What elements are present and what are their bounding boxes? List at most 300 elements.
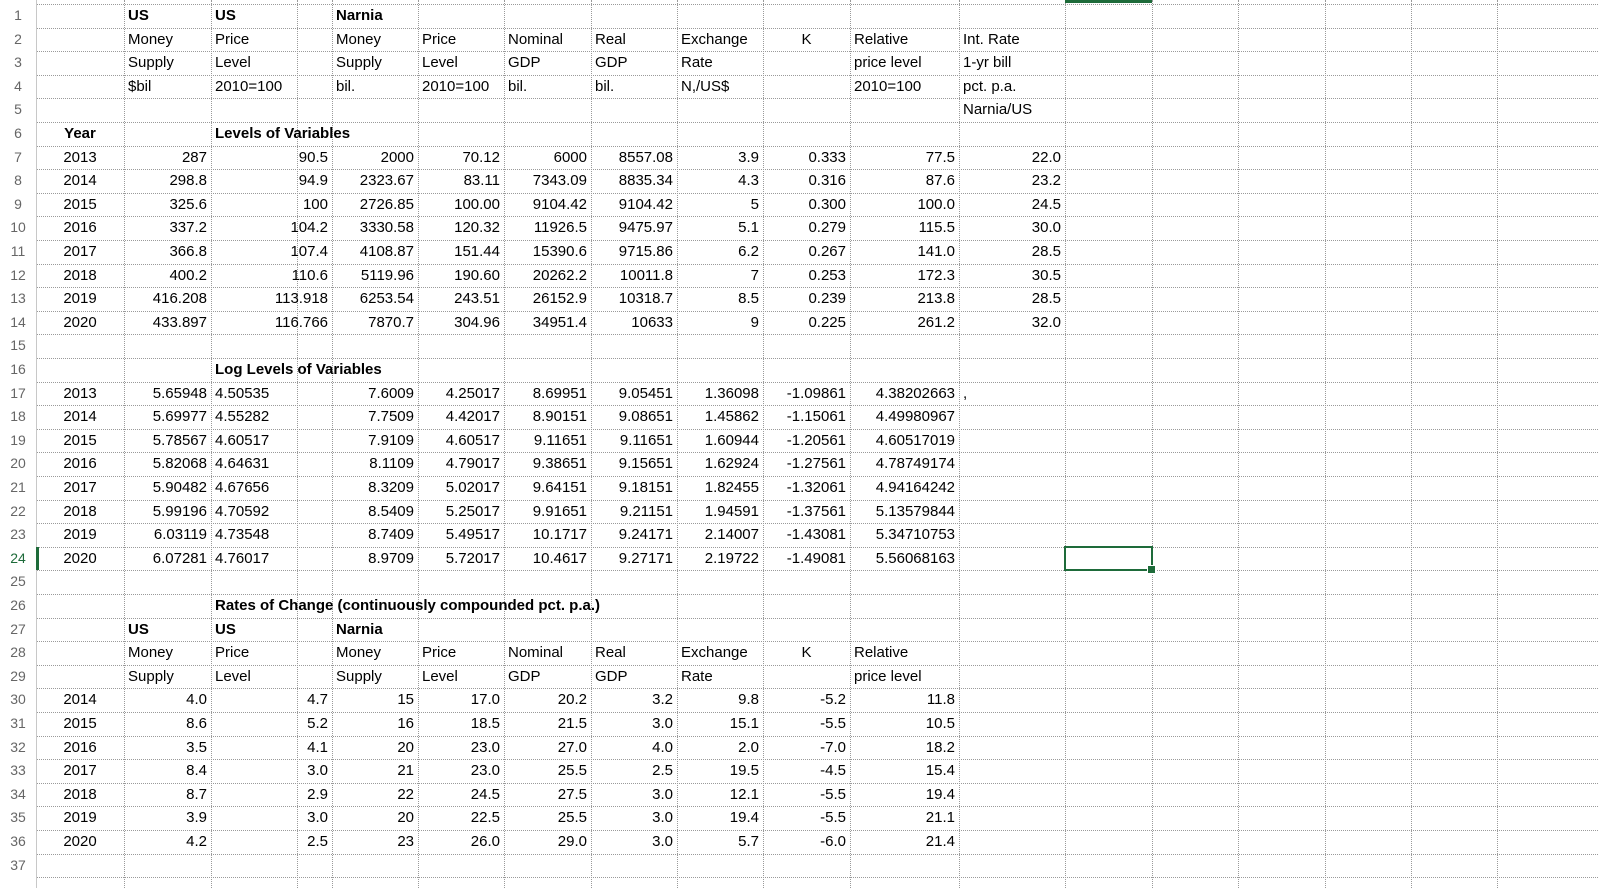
header-cell[interactable]: Price bbox=[215, 30, 250, 48]
data-cell[interactable]: 8.7 bbox=[186, 785, 207, 803]
data-cell[interactable]: 4.67656 bbox=[215, 479, 270, 496]
data-cell[interactable]: 3330.58 bbox=[359, 219, 414, 237]
data-cell[interactable]: 20 bbox=[397, 738, 414, 756]
row-header[interactable]: 8 bbox=[14, 172, 22, 189]
data-cell[interactable]: 433.897 bbox=[152, 313, 207, 331]
data-cell[interactable]: 5.13579844 bbox=[875, 502, 955, 520]
data-cell[interactable]: 5 bbox=[750, 195, 759, 213]
data-cell[interactable]: 5.99196 bbox=[152, 502, 207, 520]
data-cell[interactable]: 16 bbox=[397, 715, 414, 732]
data-cell[interactable]: 5.56068163 bbox=[875, 549, 955, 567]
header-cell[interactable]: bil. bbox=[508, 77, 528, 95]
data-cell[interactable]: 18.2 bbox=[925, 738, 955, 756]
data-cell[interactable]: 0.300 bbox=[808, 195, 846, 213]
header-cell[interactable]: K bbox=[801, 644, 812, 662]
year-cell[interactable]: 2018 bbox=[63, 785, 97, 803]
header-cell[interactable]: Real bbox=[595, 30, 626, 48]
header-cell[interactable]: Exchange bbox=[681, 30, 748, 48]
row-header[interactable]: 5 bbox=[14, 101, 22, 118]
data-cell[interactable]: 9.38651 bbox=[532, 455, 587, 473]
data-cell[interactable]: 4.94164242 bbox=[875, 479, 955, 496]
header-cell[interactable]: Money bbox=[336, 30, 382, 48]
row-header[interactable]: 28 bbox=[10, 644, 26, 661]
data-cell[interactable]: 110.6 bbox=[291, 266, 328, 284]
header-cell[interactable]: Money bbox=[336, 644, 382, 662]
data-cell[interactable]: 32.0 bbox=[1031, 313, 1061, 331]
selected-cell[interactable] bbox=[1064, 546, 1153, 572]
data-cell[interactable]: 9.91651 bbox=[532, 502, 587, 520]
data-cell[interactable]: 10633 bbox=[631, 313, 673, 331]
data-cell[interactable]: 5.7 bbox=[738, 833, 759, 850]
data-cell[interactable]: 261.2 bbox=[917, 313, 955, 331]
data-cell[interactable]: 6253.54 bbox=[359, 290, 414, 308]
row-header[interactable]: 6 bbox=[14, 125, 22, 141]
data-cell[interactable]: 4.73548 bbox=[215, 526, 270, 544]
data-cell[interactable]: 19.4 bbox=[729, 809, 759, 827]
header-cell[interactable]: price level bbox=[854, 54, 922, 72]
row-header[interactable]: 33 bbox=[10, 762, 26, 779]
data-cell[interactable]: 9.8 bbox=[738, 691, 759, 709]
header-cell[interactable]: 2010=100 bbox=[215, 77, 283, 95]
data-cell[interactable]: 9.05451 bbox=[618, 384, 673, 402]
data-cell[interactable]: 23 bbox=[397, 833, 414, 850]
year-cell[interactable]: 2017 bbox=[63, 762, 97, 780]
header-cell[interactable]: Money bbox=[128, 644, 174, 662]
data-cell[interactable]: 6000 bbox=[553, 148, 587, 166]
data-cell[interactable]: 90.5 bbox=[298, 148, 328, 166]
data-cell[interactable]: 5.02017 bbox=[445, 479, 500, 496]
data-cell[interactable]: 8557.08 bbox=[618, 148, 673, 166]
data-cell[interactable]: 2.5 bbox=[652, 762, 673, 780]
data-cell[interactable]: 107.4 bbox=[290, 243, 328, 260]
row-header[interactable]: 17 bbox=[10, 384, 26, 401]
data-cell[interactable]: 104.2 bbox=[290, 219, 328, 237]
header-cell[interactable]: GDP bbox=[508, 54, 541, 72]
data-cell[interactable]: 34951.4 bbox=[532, 313, 587, 331]
data-cell[interactable]: 8.5409 bbox=[368, 502, 414, 520]
data-cell[interactable]: 15390.6 bbox=[532, 243, 587, 260]
data-cell[interactable]: 8.7409 bbox=[368, 526, 414, 544]
row-header[interactable]: 13 bbox=[10, 290, 26, 307]
header-cell[interactable]: GDP bbox=[595, 54, 628, 72]
data-cell[interactable]: 8.5 bbox=[738, 290, 759, 308]
row-header[interactable]: 9 bbox=[14, 195, 22, 212]
row-header[interactable]: 4 bbox=[14, 77, 22, 94]
header-cell[interactable]: Rate bbox=[681, 667, 713, 685]
data-cell[interactable]: 4.0 bbox=[652, 738, 673, 756]
row-header[interactable]: 30 bbox=[10, 691, 26, 708]
data-cell[interactable]: -1.37561 bbox=[786, 502, 846, 520]
row-header[interactable]: 23 bbox=[10, 526, 26, 543]
year-cell[interactable]: 2017 bbox=[63, 479, 97, 496]
data-cell[interactable]: 21.5 bbox=[557, 715, 587, 732]
data-cell[interactable]: 21 bbox=[397, 762, 414, 780]
header-cell[interactable]: 2010=100 bbox=[422, 77, 490, 95]
data-cell[interactable]: 9.15651 bbox=[618, 455, 673, 473]
year-cell[interactable]: 2014 bbox=[63, 691, 97, 709]
data-cell[interactable]: 9.11651 bbox=[619, 431, 673, 449]
header-cell[interactable]: Relative bbox=[854, 30, 909, 48]
data-cell[interactable]: 1.45862 bbox=[704, 408, 759, 426]
data-cell[interactable]: 3.0 bbox=[307, 809, 328, 827]
data-cell[interactable]: 5.90482 bbox=[152, 479, 207, 496]
data-cell[interactable]: 26.0 bbox=[470, 833, 500, 850]
header-cell[interactable]: Nominal bbox=[508, 644, 564, 662]
year-cell[interactable]: 2016 bbox=[63, 455, 97, 473]
year-cell[interactable]: 2013 bbox=[63, 148, 97, 166]
data-cell[interactable]: 9475.97 bbox=[618, 219, 673, 237]
data-cell[interactable]: 100.00 bbox=[454, 195, 500, 213]
data-cell[interactable]: 8.6 bbox=[186, 715, 207, 732]
data-cell[interactable]: -1.15061 bbox=[786, 408, 846, 426]
row-header[interactable]: 10 bbox=[10, 219, 26, 236]
data-cell[interactable]: 15.4 bbox=[925, 762, 955, 780]
row-header[interactable]: 16 bbox=[10, 361, 26, 377]
data-cell[interactable]: -5.5 bbox=[820, 715, 846, 732]
row-header[interactable]: 31 bbox=[10, 715, 26, 731]
data-cell[interactable]: 15 bbox=[397, 691, 414, 709]
data-cell[interactable]: -1.09861 bbox=[786, 384, 846, 402]
data-cell[interactable]: 9.08651 bbox=[618, 408, 673, 426]
data-cell[interactable]: -4.5 bbox=[820, 762, 846, 780]
data-cell[interactable]: 10.4617 bbox=[532, 549, 587, 567]
data-cell[interactable]: 9.27171 bbox=[618, 549, 673, 567]
data-cell[interactable]: 9.24171 bbox=[618, 526, 673, 544]
data-cell[interactable]: 325.6 bbox=[169, 195, 207, 213]
year-cell[interactable]: 2013 bbox=[63, 384, 97, 402]
data-cell[interactable]: -6.0 bbox=[820, 833, 846, 850]
data-cell[interactable]: 3.9 bbox=[186, 809, 207, 827]
data-cell[interactable]: 28.5 bbox=[1031, 243, 1061, 260]
row-header[interactable]: 32 bbox=[10, 738, 26, 755]
data-cell[interactable]: 9.64151 bbox=[532, 479, 587, 496]
data-cell[interactable]: 4.70592 bbox=[215, 502, 270, 520]
row-header[interactable]: 37 bbox=[10, 856, 26, 873]
data-cell[interactable]: 8835.34 bbox=[618, 172, 673, 190]
data-cell[interactable]: 4.60517 bbox=[445, 431, 500, 449]
data-cell[interactable]: 70.12 bbox=[462, 148, 500, 166]
data-cell[interactable]: 9104.42 bbox=[532, 195, 587, 213]
header-cell[interactable]: GDP bbox=[595, 667, 628, 685]
data-cell[interactable]: 0.239 bbox=[808, 290, 846, 308]
data-cell[interactable]: 4.7 bbox=[307, 691, 328, 709]
header-cell[interactable]: Price bbox=[215, 644, 250, 662]
header-cell[interactable]: Money bbox=[128, 30, 174, 48]
row-header[interactable]: 20 bbox=[10, 455, 26, 472]
row-header[interactable]: 25 bbox=[10, 573, 26, 590]
data-cell[interactable]: 5.2 bbox=[307, 715, 328, 732]
data-cell[interactable]: 23.2 bbox=[1031, 172, 1061, 190]
data-cell[interactable]: 15.1 bbox=[729, 715, 759, 732]
data-cell[interactable]: 6.03119 bbox=[153, 526, 207, 544]
data-cell[interactable]: 7 bbox=[750, 266, 759, 284]
data-cell[interactable]: 4.50535 bbox=[215, 384, 270, 402]
data-cell[interactable]: 5.34710753 bbox=[875, 526, 955, 544]
data-cell[interactable]: 304.96 bbox=[454, 313, 500, 331]
data-cell[interactable]: 116.766 bbox=[274, 313, 328, 331]
data-cell[interactable]: 19.4 bbox=[925, 785, 955, 803]
data-cell[interactable]: 6.07281 bbox=[152, 549, 207, 567]
data-cell[interactable]: 8.90151 bbox=[532, 408, 587, 426]
header-cell[interactable]: N,/US$ bbox=[681, 77, 730, 95]
data-cell[interactable]: 26152.9 bbox=[532, 290, 587, 308]
data-cell[interactable]: 4.42017 bbox=[445, 408, 500, 426]
row-header[interactable]: 14 bbox=[10, 313, 26, 330]
header-cell[interactable]: Level bbox=[422, 54, 458, 72]
data-cell[interactable]: 4.3 bbox=[738, 172, 759, 190]
header-cell[interactable]: US bbox=[128, 7, 149, 24]
data-cell[interactable]: 3.9 bbox=[738, 148, 759, 166]
header-cell[interactable]: 1-yr bill bbox=[963, 54, 1012, 72]
data-cell[interactable]: 9.18151 bbox=[618, 479, 673, 496]
row-header[interactable]: 1 bbox=[14, 7, 22, 23]
row-header[interactable]: 15 bbox=[10, 337, 26, 354]
data-cell[interactable]: -7.0 bbox=[820, 738, 846, 756]
header-cell[interactable]: Price bbox=[422, 644, 457, 662]
header-cell[interactable]: US bbox=[128, 620, 149, 638]
row-header[interactable]: 26 bbox=[10, 597, 26, 613]
data-cell[interactable]: 120.32 bbox=[454, 219, 500, 237]
header-cell[interactable]: Narnia bbox=[336, 7, 383, 24]
data-cell[interactable]: 213.8 bbox=[917, 290, 955, 308]
data-cell[interactable]: 0.279 bbox=[808, 219, 846, 237]
section-title[interactable]: Rates of Change (continuously compounded pct. p.a.) bbox=[215, 597, 601, 614]
data-cell[interactable]: 2.5 bbox=[307, 833, 328, 850]
row-header[interactable]: 19 bbox=[10, 431, 26, 448]
data-cell[interactable]: 20.2 bbox=[557, 691, 587, 709]
data-cell[interactable]: 8.69951 bbox=[532, 384, 587, 402]
data-cell[interactable]: 4.25017 bbox=[445, 384, 500, 402]
data-cell[interactable]: 30.0 bbox=[1031, 219, 1061, 237]
row-header[interactable]: 7 bbox=[14, 148, 22, 165]
header-cell[interactable]: bil. bbox=[336, 77, 356, 95]
year-cell[interactable]: 2015 bbox=[63, 195, 97, 213]
data-cell[interactable]: 27.0 bbox=[557, 738, 587, 756]
row-header[interactable]: 24 bbox=[10, 549, 26, 566]
data-cell[interactable]: 10011.8 bbox=[619, 266, 673, 284]
data-cell[interactable]: 5.25017 bbox=[445, 502, 500, 520]
data-cell[interactable]: 24.5 bbox=[1031, 195, 1061, 213]
data-cell[interactable]: 0.267 bbox=[808, 243, 846, 260]
row-header[interactable]: 21 bbox=[10, 479, 26, 495]
data-cell[interactable]: 2.19722 bbox=[704, 549, 759, 567]
data-cell[interactable]: 2726.85 bbox=[359, 195, 414, 213]
header-cell[interactable]: price level bbox=[854, 667, 922, 685]
data-cell[interactable]: 2.14007 bbox=[704, 526, 759, 544]
data-cell[interactable]: 366.8 bbox=[169, 243, 207, 260]
header-cell[interactable]: Rate bbox=[681, 54, 713, 72]
data-cell[interactable]: 8.1109 bbox=[369, 455, 414, 473]
data-cell[interactable]: 8.9709 bbox=[368, 549, 414, 567]
data-cell[interactable]: 3.0 bbox=[652, 833, 673, 850]
data-cell[interactable]: 9 bbox=[750, 313, 759, 331]
data-cell[interactable]: 3.0 bbox=[652, 785, 673, 803]
data-cell[interactable]: 4.79017 bbox=[445, 455, 500, 473]
data-cell[interactable]: 20262.2 bbox=[532, 266, 587, 284]
data-cell[interactable]: 30.5 bbox=[1031, 266, 1061, 284]
data-cell[interactable]: 9715.86 bbox=[618, 243, 673, 260]
data-cell[interactable]: 24.5 bbox=[470, 785, 500, 803]
data-cell[interactable]: 83.11 bbox=[463, 172, 500, 190]
header-cell[interactable]: US bbox=[215, 7, 236, 24]
data-cell[interactable]: 5.69977 bbox=[152, 408, 207, 426]
data-cell[interactable]: 11926.5 bbox=[533, 219, 587, 237]
data-cell[interactable]: 5.82068 bbox=[152, 455, 207, 473]
data-cell[interactable]: , bbox=[963, 384, 968, 402]
data-cell[interactable]: 5.78567 bbox=[152, 431, 207, 449]
header-cell[interactable]: GDP bbox=[508, 667, 541, 685]
data-cell[interactable]: 3.5 bbox=[186, 738, 207, 756]
row-header[interactable]: 36 bbox=[10, 833, 26, 849]
year-cell[interactable]: 2015 bbox=[63, 431, 97, 449]
data-cell[interactable]: -1.43081 bbox=[786, 526, 846, 544]
data-cell[interactable]: -5.2 bbox=[820, 691, 846, 709]
data-cell[interactable]: 2.9 bbox=[307, 785, 328, 803]
data-cell[interactable]: 298.8 bbox=[169, 172, 207, 190]
data-cell[interactable]: 23.0 bbox=[470, 738, 500, 756]
data-cell[interactable]: 20 bbox=[397, 809, 414, 827]
data-cell[interactable]: 11.8 bbox=[926, 691, 955, 709]
data-cell[interactable]: 87.6 bbox=[925, 172, 955, 190]
data-cell[interactable]: 28.5 bbox=[1031, 290, 1061, 308]
row-header[interactable]: 35 bbox=[10, 809, 26, 826]
data-cell[interactable]: 3.2 bbox=[652, 691, 673, 709]
data-cell[interactable]: 2.0 bbox=[738, 738, 759, 756]
year-cell[interactable]: 2020 bbox=[63, 549, 97, 567]
header-cell[interactable]: Level bbox=[215, 667, 251, 685]
header-cell[interactable]: Supply bbox=[128, 667, 174, 685]
header-cell[interactable]: Exchange bbox=[681, 644, 748, 662]
header-cell[interactable]: Level bbox=[422, 667, 458, 685]
year-cell[interactable]: 2019 bbox=[63, 290, 97, 308]
header-cell[interactable]: Level bbox=[215, 54, 251, 72]
data-cell[interactable]: 243.51 bbox=[454, 290, 500, 308]
data-cell[interactable]: 23.0 bbox=[470, 762, 500, 780]
header-cell[interactable]: Price bbox=[422, 30, 457, 48]
data-cell[interactable]: 27.5 bbox=[557, 785, 587, 803]
data-cell[interactable]: 17.0 bbox=[470, 691, 500, 709]
data-cell[interactable]: 94.9 bbox=[298, 172, 328, 190]
data-cell[interactable]: 4.60517 bbox=[215, 431, 270, 449]
row-header[interactable]: 2 bbox=[14, 30, 22, 47]
row-header[interactable]: 12 bbox=[10, 266, 26, 283]
data-cell[interactable]: 151.44 bbox=[454, 243, 500, 260]
data-cell[interactable]: 416.208 bbox=[152, 290, 207, 308]
fill-handle[interactable] bbox=[1147, 565, 1156, 574]
data-cell[interactable]: -5.5 bbox=[820, 785, 846, 803]
year-cell[interactable]: 2017 bbox=[63, 243, 97, 260]
header-cell[interactable]: US bbox=[215, 620, 236, 638]
data-cell[interactable]: 5.65948 bbox=[152, 384, 207, 402]
year-cell[interactable]: 2016 bbox=[63, 219, 97, 237]
year-cell[interactable]: 2020 bbox=[63, 313, 97, 331]
data-cell[interactable]: 7870.7 bbox=[368, 313, 414, 331]
data-cell[interactable]: 400.2 bbox=[169, 266, 207, 284]
data-cell[interactable]: 9.21151 bbox=[619, 502, 673, 520]
year-cell[interactable]: 2019 bbox=[63, 809, 97, 827]
data-cell[interactable]: 7.6009 bbox=[368, 384, 414, 402]
data-cell[interactable]: 172.3 bbox=[917, 266, 955, 284]
data-cell[interactable]: 7343.09 bbox=[532, 172, 587, 190]
row-header[interactable]: 22 bbox=[10, 502, 26, 519]
data-cell[interactable]: 21.1 bbox=[925, 809, 955, 827]
data-cell[interactable]: 6.2 bbox=[738, 243, 759, 260]
data-cell[interactable]: -1.27561 bbox=[786, 455, 846, 473]
section-title[interactable]: Log Levels of Variables bbox=[215, 361, 382, 378]
data-cell[interactable]: 22 bbox=[397, 785, 414, 803]
data-cell[interactable]: 115.5 bbox=[918, 219, 955, 237]
data-cell[interactable]: 9.11651 bbox=[533, 431, 587, 449]
data-cell[interactable]: -1.49081 bbox=[786, 549, 846, 567]
data-cell[interactable]: 29.0 bbox=[557, 833, 587, 850]
header-cell[interactable]: pct. p.a. bbox=[963, 77, 1017, 95]
data-cell[interactable]: 7.7509 bbox=[368, 408, 414, 426]
data-cell[interactable]: 1.36098 bbox=[704, 384, 759, 402]
header-cell[interactable]: Supply bbox=[336, 54, 382, 72]
data-cell[interactable]: -5.5 bbox=[820, 809, 846, 827]
data-cell[interactable]: 0.253 bbox=[808, 266, 846, 284]
data-cell[interactable]: 1.94591 bbox=[704, 502, 759, 520]
data-cell[interactable]: 4.60517019 bbox=[875, 431, 955, 449]
section-title[interactable]: Levels of Variables bbox=[215, 125, 351, 142]
header-cell[interactable]: Narnia bbox=[336, 620, 383, 638]
data-cell[interactable]: 1.60944 bbox=[704, 431, 759, 449]
data-cell[interactable]: 4.2 bbox=[186, 833, 207, 850]
row-header[interactable]: 3 bbox=[14, 54, 22, 71]
year-cell[interactable]: 2020 bbox=[63, 833, 97, 850]
data-cell[interactable]: 5119.96 bbox=[360, 266, 414, 284]
header-cell[interactable]: Int. Rate bbox=[963, 30, 1020, 48]
data-cell[interactable]: 287 bbox=[181, 148, 207, 166]
data-cell[interactable]: 100.0 bbox=[917, 195, 955, 213]
header-cell[interactable]: $bil bbox=[128, 77, 152, 95]
year-cell[interactable]: 2018 bbox=[63, 266, 97, 284]
year-cell[interactable]: 2015 bbox=[63, 715, 97, 732]
header-cell[interactable]: Narnia/US bbox=[963, 101, 1033, 119]
data-cell[interactable]: 4.49980967 bbox=[875, 408, 955, 426]
data-cell[interactable]: 4.38202663 bbox=[875, 384, 955, 402]
data-cell[interactable]: 337.2 bbox=[169, 219, 207, 237]
row-header[interactable]: 29 bbox=[10, 667, 26, 684]
year-cell[interactable]: 2014 bbox=[63, 172, 97, 190]
row-header[interactable]: 11 bbox=[10, 243, 26, 259]
header-cell[interactable]: K bbox=[801, 30, 812, 48]
data-cell[interactable]: 25.5 bbox=[557, 762, 587, 780]
data-cell[interactable]: -1.20561 bbox=[786, 431, 846, 449]
data-cell[interactable]: 10318.7 bbox=[618, 290, 673, 308]
year-cell[interactable]: 2019 bbox=[63, 526, 97, 544]
year-cell[interactable]: 2018 bbox=[63, 502, 97, 520]
data-cell[interactable]: -1.32061 bbox=[786, 479, 846, 496]
data-cell[interactable]: 1.82455 bbox=[704, 479, 759, 496]
data-cell[interactable]: 4108.87 bbox=[359, 243, 414, 260]
header-cell[interactable]: Supply bbox=[336, 667, 382, 685]
header-cell[interactable]: Real bbox=[595, 644, 626, 662]
data-cell[interactable]: 19.5 bbox=[729, 762, 759, 780]
data-cell[interactable]: 22.5 bbox=[470, 809, 500, 827]
data-cell[interactable]: 113.918 bbox=[274, 290, 328, 308]
data-cell[interactable]: 3.0 bbox=[652, 715, 673, 732]
row-header[interactable]: 34 bbox=[10, 785, 26, 802]
header-cell[interactable]: bil. bbox=[595, 77, 615, 95]
row-header[interactable]: 18 bbox=[10, 408, 26, 425]
data-cell[interactable]: 22.0 bbox=[1031, 148, 1061, 166]
data-cell[interactable]: 21.4 bbox=[925, 833, 955, 850]
data-cell[interactable]: 8.3209 bbox=[368, 479, 414, 496]
year-cell[interactable]: 2014 bbox=[63, 408, 97, 426]
data-cell[interactable]: 4.78749174 bbox=[875, 455, 955, 473]
header-cell[interactable]: Supply bbox=[128, 54, 174, 72]
